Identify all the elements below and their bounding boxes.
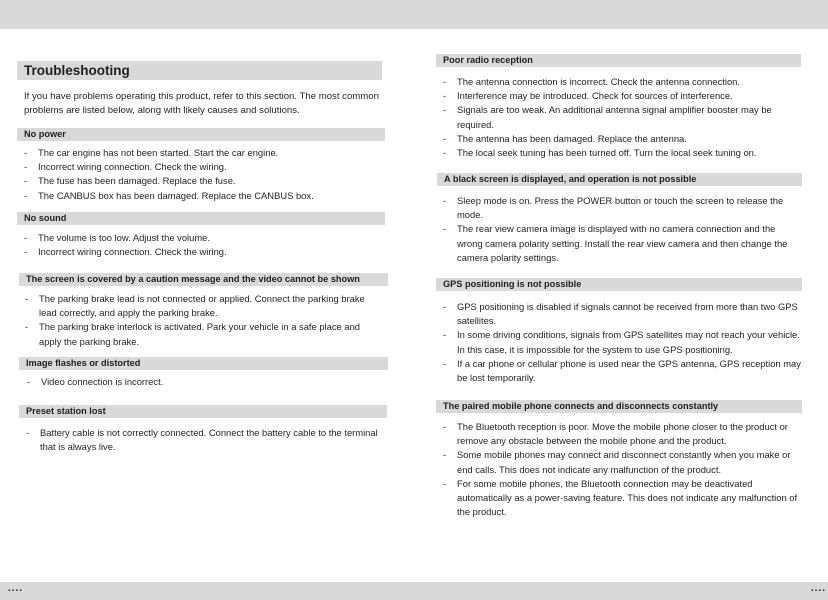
list-item: - The antenna connection is incorrect. Check the antenna connection. xyxy=(443,75,788,89)
section-list-gps-positioning xyxy=(443,300,801,385)
section-heading-gps-positioning: GPS positioning is not possible xyxy=(436,278,802,291)
list-item: - For some mobile phones, the Bluetooth connection may be deactivated automatically as a power-saving feature. This does not indicate any malfunction of the product. xyxy=(443,477,803,520)
section-list-preset-station-lost xyxy=(26,426,388,454)
list-item: - In some driving conditions, signals from GPS satellites may not reach your vehicle. In this case, it is impossible for the system to use GPS positioning. xyxy=(443,328,801,356)
list-item: - If a car phone or cellular phone is used near the GPS antenna, GPS reception may be lost temporarily. xyxy=(443,357,801,385)
section-list-poor-radio-reception xyxy=(443,75,788,160)
section-list-image-flashes xyxy=(27,375,382,389)
list-item: - The parking brake lead is not connected or applied. Connect the parking brake lead correctly, and apply the parking brake. xyxy=(25,292,370,320)
section-list-paired-phone xyxy=(443,420,803,519)
list-item: - The Bluetooth reception is poor. Move the mobile phone closer to the product or remove any obstacle between the mobile phone and the product. xyxy=(443,420,803,448)
section-list-no-sound xyxy=(24,231,384,259)
section-heading-poor-radio-reception: Poor radio reception xyxy=(436,54,801,67)
section-heading-paired-phone: The paired mobile phone connects and disconnects constantly xyxy=(436,400,802,413)
list-item: - The parking brake interlock is activated. Park your vehicle in a safe place and apply the parking brake. xyxy=(25,320,370,348)
section-heading-black-screen: A black screen is displayed, and operation is not possible xyxy=(437,173,802,186)
section-heading-preset-station-lost: Preset station lost xyxy=(19,405,387,418)
section-list-no-power xyxy=(24,146,384,203)
section-heading-image-flashes: Image flashes or distorted xyxy=(19,357,388,370)
list-item: - GPS positioning is disabled if signals cannot be received from more than two GPS satellites. xyxy=(443,300,801,328)
list-item: - Interference may be introduced. Check for sources of interference. xyxy=(443,89,788,103)
list-item: - Video connection is incorrect. xyxy=(27,375,382,389)
list-item: - The car engine has not been started. Start the car engine. xyxy=(24,146,384,160)
list-item: - The local seek tuning has been turned off. Turn the local seek tuning on. xyxy=(443,146,788,160)
list-item: - The CANBUS box has been damaged. Replace the CANBUS box. xyxy=(24,189,384,203)
footer-left-marker: .... xyxy=(8,583,24,594)
top-page-band xyxy=(0,0,828,29)
page-title: Troubleshooting xyxy=(17,61,382,80)
section-heading-no-power: No power xyxy=(17,128,385,141)
list-item: - The fuse has been damaged. Replace the fuse. xyxy=(24,174,384,188)
list-item: - The rear view camera image is displayed with no camera connection and the wrong camera polarity setting. Install the rear view camera and then change the camera polarity settings. xyxy=(443,222,798,265)
list-item: - Sleep mode is on. Press the POWER button or touch the screen to release the mode. xyxy=(443,194,798,222)
section-list-black-screen xyxy=(443,194,798,265)
list-item: - Incorrect wiring connection. Check the wiring. xyxy=(24,160,384,174)
section-heading-caution-message: The screen is covered by a caution message and the video cannot be shown xyxy=(19,273,388,286)
list-item: - The antenna has been damaged. Replace the antenna. xyxy=(443,132,788,146)
list-item: - Some mobile phones may connect and disconnect constantly when you make or end calls. This does not indicate any malfunction of the product. xyxy=(443,448,803,476)
footer-right-marker: .... xyxy=(810,583,826,594)
list-item: - Signals are too weak. An additional antenna signal amplifier booster may be required. xyxy=(443,103,788,131)
list-item: - Incorrect wiring connection. Check the wiring. xyxy=(24,245,384,259)
section-heading-no-sound: No sound xyxy=(17,212,385,225)
list-item: - Battery cable is not correctly connected. Connect the battery cable to the terminal that is always live. xyxy=(26,426,388,454)
section-list-caution-message xyxy=(25,292,370,349)
list-item: - The volume is too low. Adjust the volume. xyxy=(24,231,384,245)
intro-paragraph: If you have problems operating this product, refer to this section. The most common problems are listed below, along with likely causes and solutions. xyxy=(24,91,379,116)
bottom-page-band xyxy=(0,582,828,600)
